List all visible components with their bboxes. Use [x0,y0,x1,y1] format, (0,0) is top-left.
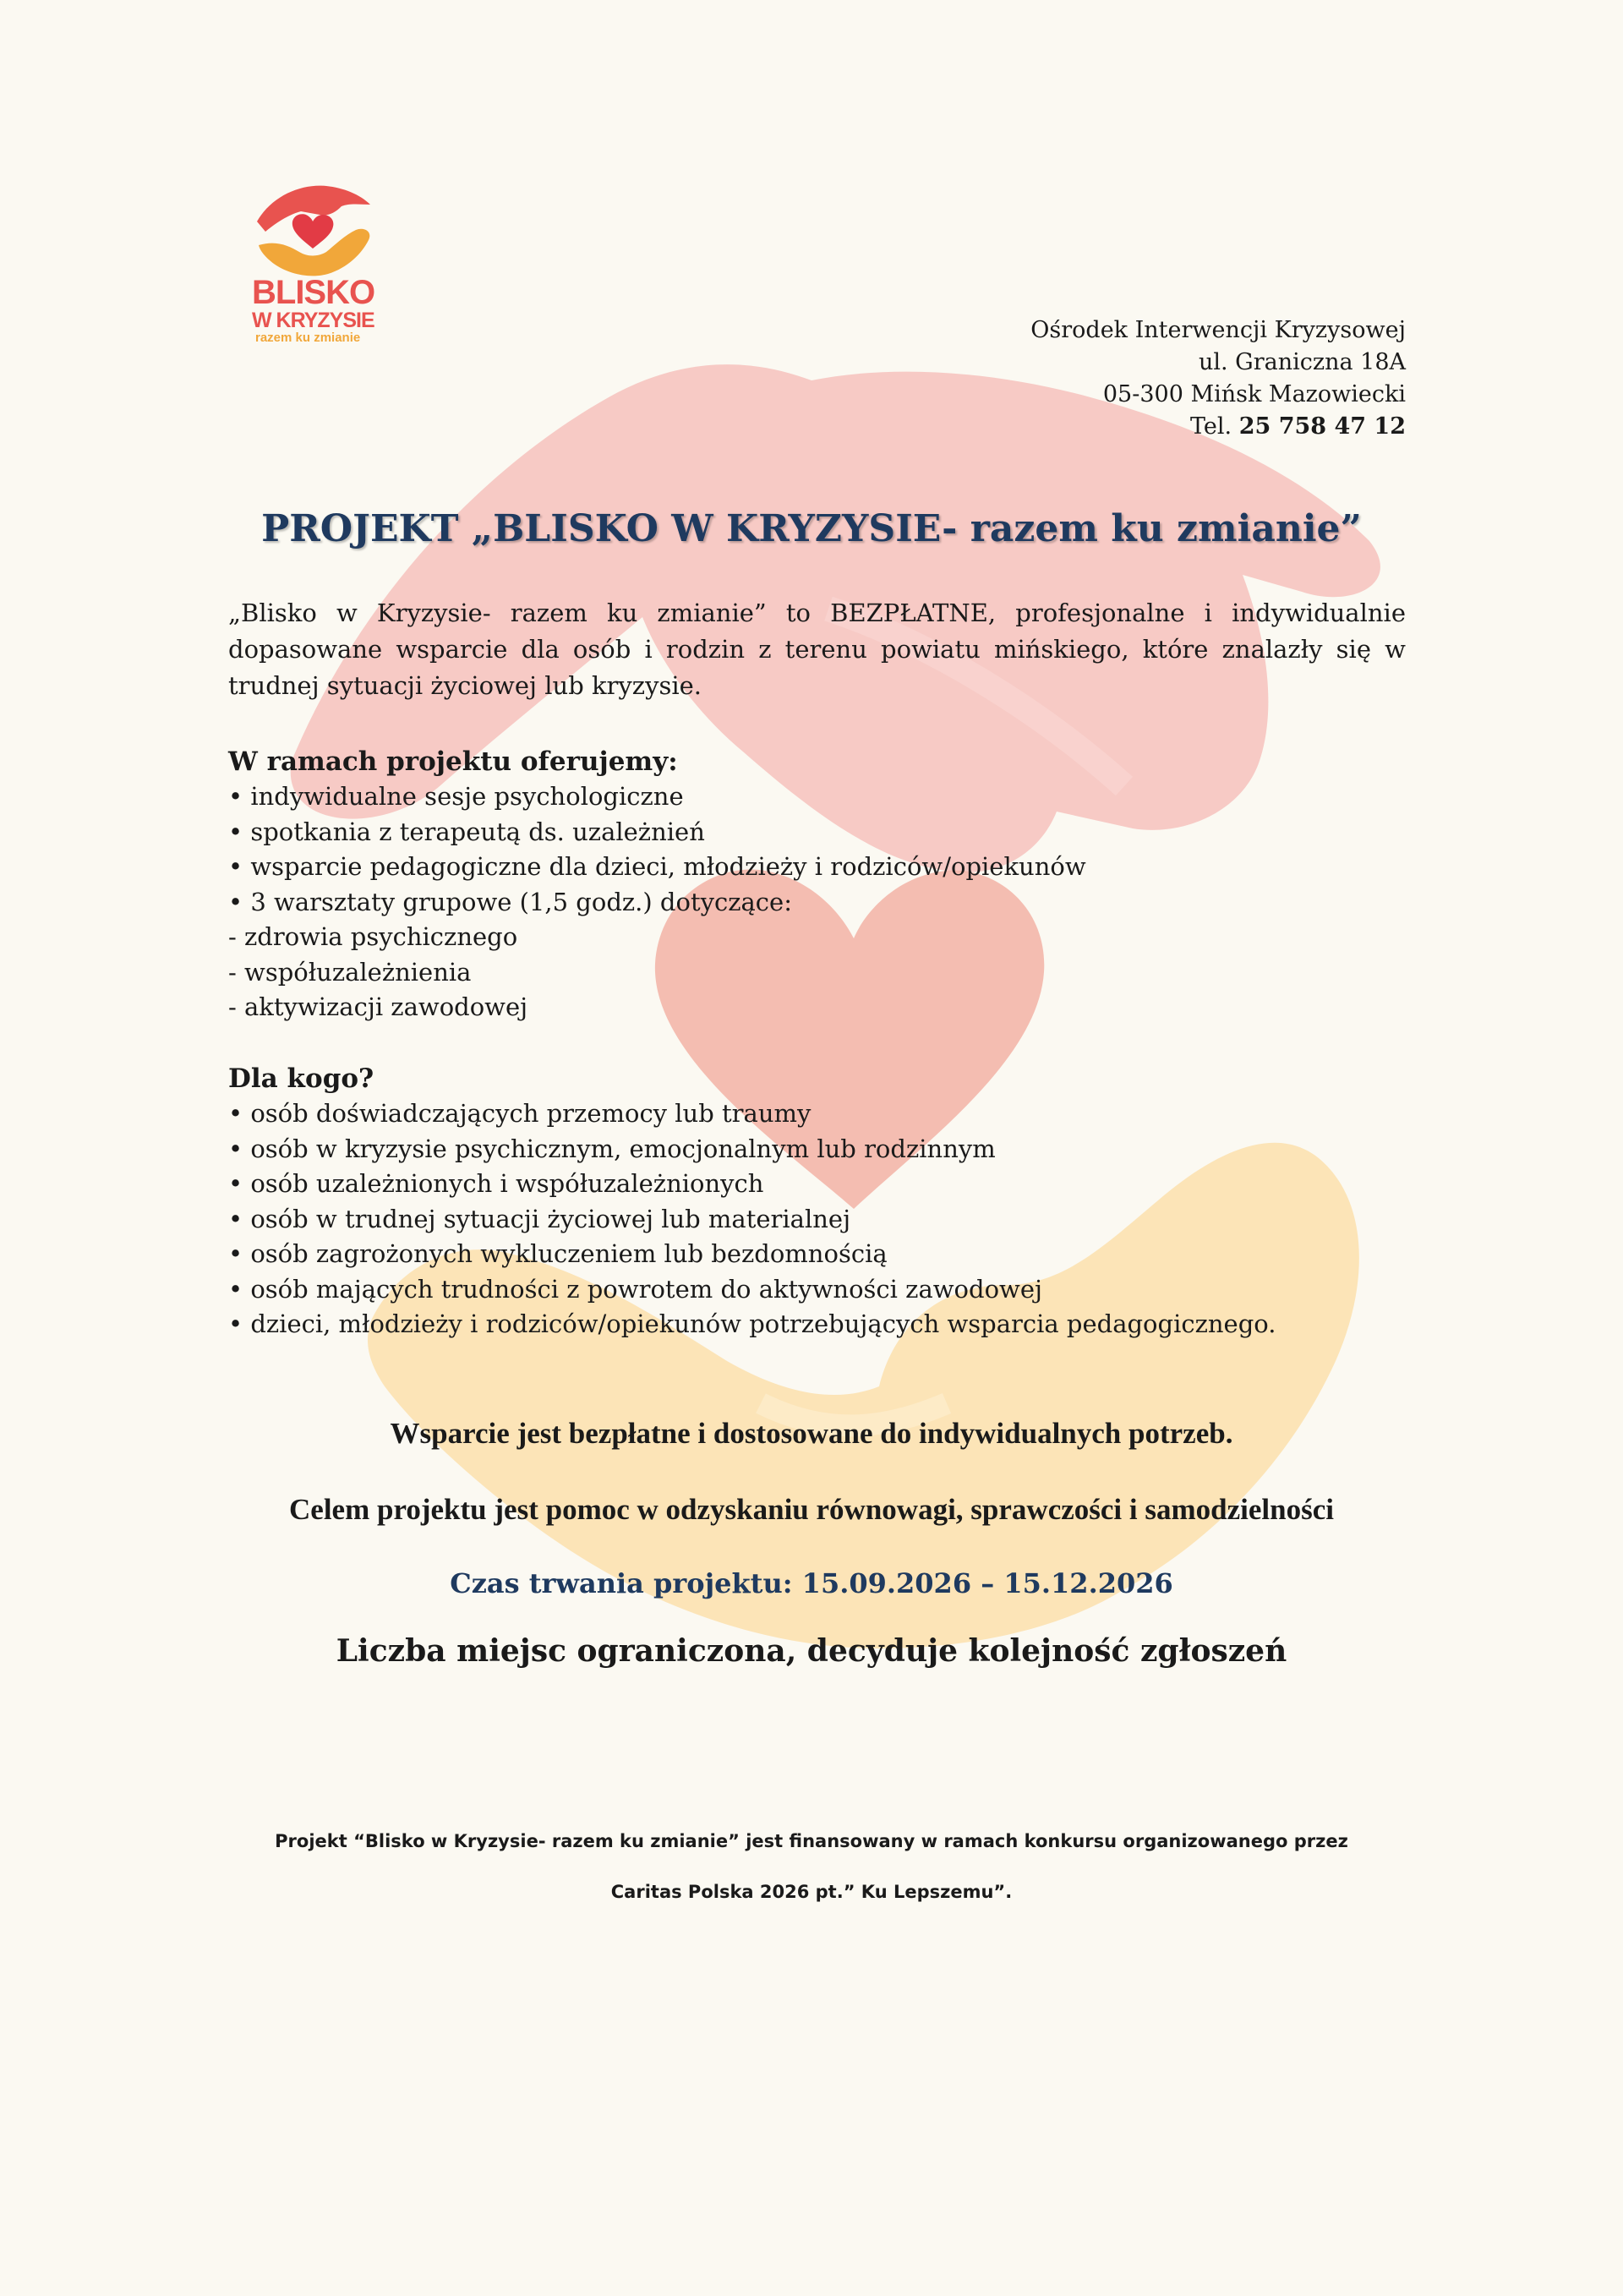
list-item: • osób uzależnionych i współuzależnionych [228,1169,764,1198]
audience-section [228,1061,1276,1342]
footer-funding-line-1: Projekt “Blisko w Kryzysie- razem ku zmianie” jest finansowany w ramach konkursu organizowanego przez [275,1831,1348,1851]
address-line-street: ul. Graniczna 18A [1198,349,1406,375]
offer-section [228,744,1086,1025]
list-item: • osób mających trudności z powrotem do aktywności zawodowej [228,1274,1043,1304]
logo-text-w-kryzysie: W KRYZYSIE [252,309,374,332]
audience-heading: Dla kogo? [228,1063,374,1094]
list-item: • osób zagrożonych wykluczeniem lub bezdomnością [228,1239,888,1268]
project-duration: Czas trwania projektu: 15.09.2026 – 15.12.2026 [450,1567,1173,1599]
logo-hands-heart-icon [250,179,377,281]
logo [250,179,377,345]
footer-funding-line-2: Caritas Polska 2026 pt.” Ku Lepszemu”. [610,1882,1013,1902]
list-item: • indywidualne sesje psychologiczne [228,782,684,811]
address-line-phone [1030,411,1406,443]
list-item: - zdrowia psychicznego [228,922,518,951]
address-block [1030,314,1406,443]
address-line-organization: Ośrodek Interwencji Kryzysowej [1030,317,1406,343]
phone-number: 25 758 47 12 [1238,413,1406,440]
statement-project-goal: Celem projektu jest pomoc w odzyskaniu równowagi, sprawczości i samodzielności [289,1493,1334,1526]
logo-text-blisko: BLISKO [252,274,375,311]
list-item: - aktywizacji zawodowej [228,992,528,1021]
list-item: • osób w trudnej sytuacji życiowej lub materialnej [228,1204,851,1233]
page-title: PROJEKT „BLISKO W KRYZYSIE- razem ku zmianie” [261,507,1362,550]
audience-list [228,1096,1276,1342]
list-item: • wsparcie pedagogiczne dla dzieci, młodzieży i rodziców/opiekunów [228,852,1086,881]
logo-text-tagline: razem ku zmianie [255,331,361,345]
offer-heading: W ramach projektu oferujemy: [228,746,678,777]
address-line-city: 05-300 Mińsk Mazowiecki [1102,381,1406,407]
phone-prefix: Tel. [1190,413,1239,440]
list-item: • osób w kryzysie psychicznym, emocjonalnym lub rodzinnym [228,1134,996,1163]
list-item: • osób doświadczających przemocy lub traumy [228,1099,812,1128]
statement-free-support: Wsparcie jest bezpłatne i dostosowane do indywidualnych potrzeb. [390,1417,1233,1450]
intro-paragraph: „Blisko w Kryzysie- razem ku zmianie” to BEZPŁATNE, profesjonalne i indywidualnie dopasowane wsparcie dla osób i rodzin z terenu powiatu mińskiego, które znalazły się w trudnej sytuacji życiowej lub kryzysie. [228,599,1406,700]
limited-places-notice: Liczba miejsc ograniczona, decyduje kolejność zgłoszeń [336,1633,1287,1669]
list-item: • 3 warsztaty grupowe (1,5 godz.) dotyczące: [228,887,792,916]
list-item: • spotkania z terapeutą ds. uzależnień [228,817,705,846]
intro-section [228,595,1406,704]
list-item: • dzieci, młodzieży i rodziców/opiekunów potrzebujących wsparcia pedagogicznego. [228,1309,1276,1338]
list-item: - współuzależnienia [228,957,472,987]
offer-list [228,779,1086,1025]
